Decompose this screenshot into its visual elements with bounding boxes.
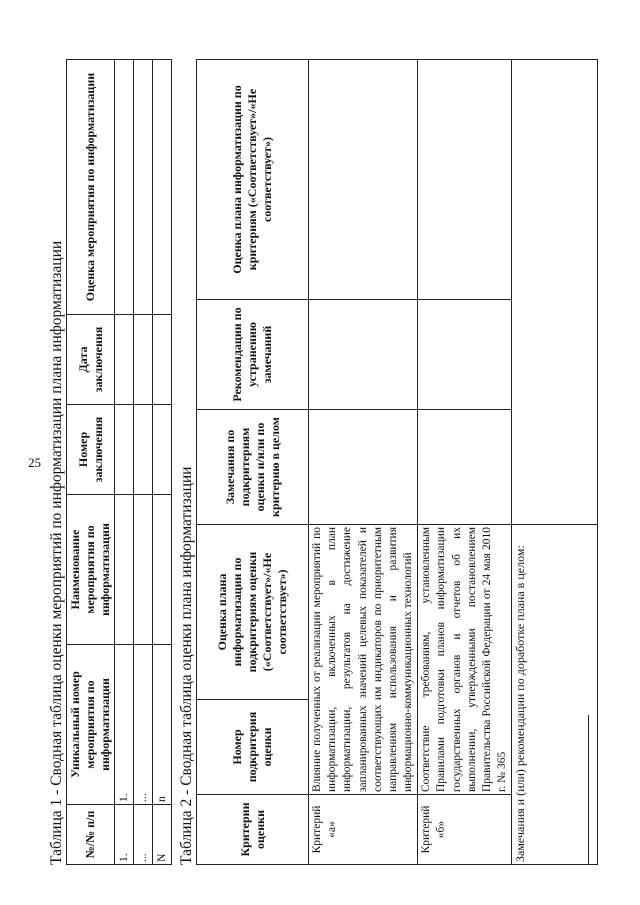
table-cell	[115, 315, 134, 405]
table1-header: Номер заключения	[67, 405, 115, 495]
table2-header: Оценка плана информатизации по подкритериям оценки («Соответствует»/«Не соответствует»)	[197, 525, 309, 700]
table-cell: ...	[134, 645, 153, 805]
table-cell	[418, 410, 512, 525]
table1-header: Дата заключения	[67, 315, 115, 405]
table2-header: Рекомендации по устранению замечаний	[197, 300, 309, 410]
table1	[66, 59, 172, 865]
criterion-description: Влияние полученных от реализации мероприятий по информатизации, включенных в план информатизации, результатов на достижение запланированных значений целевых показателей и соответствующих им индикаторов по приоритетным направлениям использования и развития информационно-коммуникационных технологий	[309, 525, 418, 795]
table-cell	[134, 315, 153, 405]
criterion-description: Соответствие требованиям, установленным Правилами подготовки планов информатизации государственных органов и отчетов об их выполнении, утвержденными постановлением Правительства Российской Федерации от 24 мая 2010 г. № 365	[418, 525, 512, 795]
table1-header: №/№ п/п	[67, 805, 115, 865]
table2	[196, 59, 598, 865]
table2-header: Номер подкритерия оценки	[197, 700, 309, 795]
table-cell: 1.	[115, 805, 134, 865]
table-row	[115, 60, 134, 865]
table-cell	[418, 300, 512, 410]
page-number: 25	[28, 455, 41, 470]
table-cell: ...	[134, 805, 153, 865]
table2-header: Замечания по подкритериям оценки и/или по критерию в целом	[197, 410, 309, 525]
table-cell	[309, 410, 418, 525]
table2-header: Оценка плана информатизации по критериям («Соответствует»/«Не соответствует»)	[197, 60, 309, 300]
table2-header: Критерии оценки	[197, 795, 309, 865]
table-cell	[153, 60, 172, 315]
table2-caption: Таблица 2 - Сводная таблица оценки плана информатизации	[178, 466, 195, 865]
table-row	[134, 60, 153, 865]
table-cell: 1.	[115, 645, 134, 805]
table-cell	[134, 60, 153, 315]
remarks-footer: Замечания и (или) рекомендации по доработке плана в целом:	[512, 525, 598, 865]
table-cell	[153, 405, 172, 495]
table-cell	[309, 300, 418, 410]
table1-header: Уникальный номер мероприятия по информатизации	[67, 645, 115, 805]
table-cell	[115, 60, 134, 315]
table-cell	[418, 60, 512, 300]
table1-header: Наименование мероприятия по информатизации	[67, 495, 115, 645]
table-cell	[309, 60, 418, 300]
table-cell	[115, 405, 134, 495]
table-cell: N	[153, 805, 172, 865]
criterion-cell: Критерий «а»	[309, 795, 418, 865]
table-row	[153, 60, 172, 865]
table-cell: n	[153, 645, 172, 805]
table1-header: Оценка мероприятия по информатизации	[67, 60, 115, 315]
table-cell	[153, 495, 172, 645]
table-row	[309, 60, 418, 865]
table2-header-row	[197, 60, 309, 865]
table1-caption: Таблица 1 - Сводная таблица оценки мероприятий по информатизации плана информатизации	[48, 240, 65, 865]
criterion-cell: Критерий «б»	[418, 795, 512, 865]
signature-line	[588, 715, 589, 865]
table1-header-row	[67, 60, 115, 865]
table-row	[418, 60, 512, 865]
table2-footer-row	[512, 60, 598, 865]
table-cell	[512, 60, 598, 525]
table-cell	[134, 495, 153, 645]
table-cell	[115, 495, 134, 645]
rotated-sheet	[0, 55, 640, 905]
table-cell	[134, 405, 153, 495]
table-cell	[153, 315, 172, 405]
